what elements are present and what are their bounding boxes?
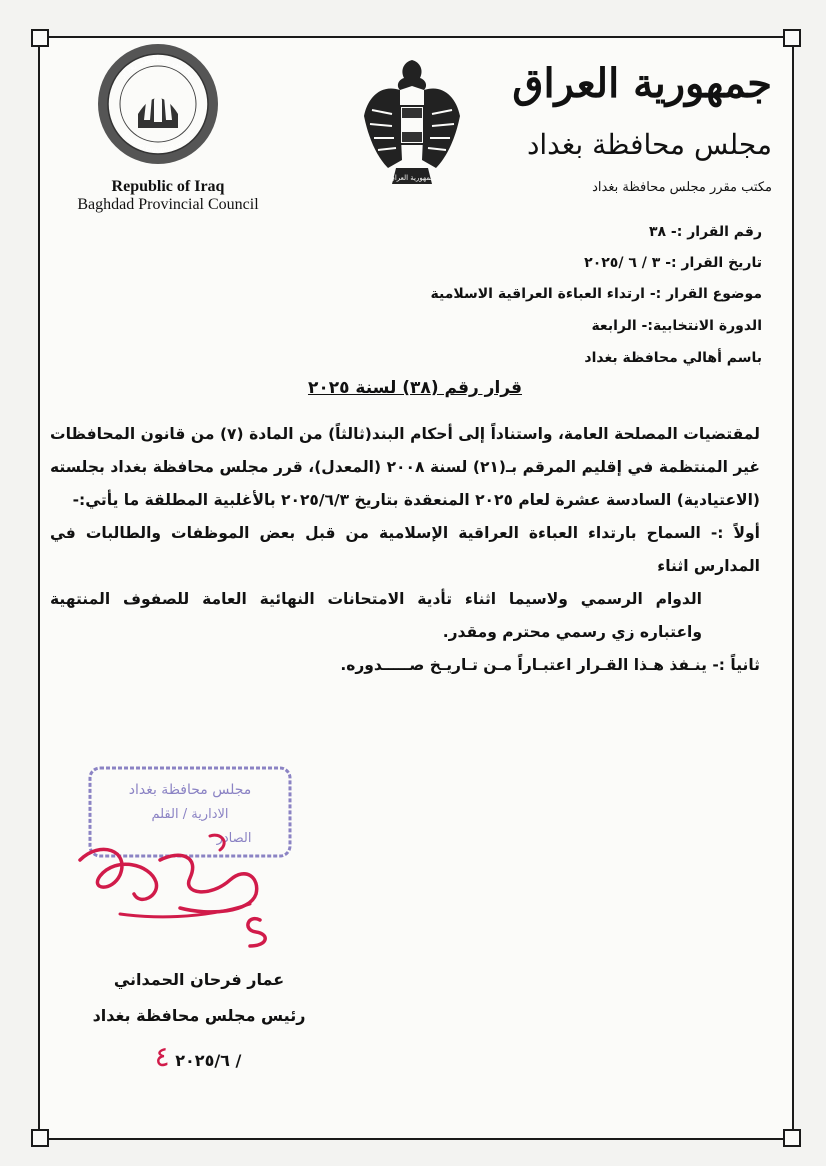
decision-title: قرار رقم (٣٨) لسنة ٢٠٢٥ (307, 378, 522, 398)
border-corner-ornament (783, 1129, 801, 1147)
signatory-position: رئيس مجلس محافظة بغداد (92, 1006, 306, 1025)
header-arabic (500, 58, 772, 200)
signatory-name: عمار فرحان الحمداني (113, 970, 285, 989)
header-ar-council: مجلس محافظة بغداد (526, 128, 772, 161)
handwritten-signature (60, 820, 280, 950)
border-corner-ornament (783, 29, 801, 47)
border-corner-ornament (31, 1129, 49, 1147)
meta-value: الرابعة (591, 318, 637, 334)
decision-body (50, 418, 760, 682)
seal-english-text: Baghdad Provincial council (120, 129, 196, 155)
meta-decision-number (342, 224, 762, 240)
body-item-1-rest: الدوام الرسمي ولاسيما اثناء تأدية الامتحانات النهائية العامة للصفوف المنتهية واعتباره زي رسمي محترم ومقدر. (50, 590, 702, 641)
emblem-caption: جمهورية العراق (389, 174, 435, 182)
signatory-block (80, 962, 318, 1034)
date-handwritten-day: ٤ (154, 1040, 170, 1073)
border-corner-ornament (31, 29, 49, 47)
meta-value: :- ٣ / ٦ /٢٠٢٥ (584, 255, 677, 271)
seal-arabic-text: مجلس محافظة بغداد (118, 54, 198, 82)
header-ar-office: مكتب مقرر مجلس محافظة بغداد (592, 180, 772, 195)
body-item-1-first: أولاً :- السماح بارتداء العباءة العراقية الإسلامية من قبل بعض الموظفات والطالبات في المدارس اثناء (50, 524, 760, 575)
stamp-line3: الصادر (216, 831, 252, 846)
stamp-line1: مجلس محافظة بغداد (128, 782, 252, 798)
meta-decision-date (342, 255, 762, 271)
stamp-line2: الادارية / القلم (151, 807, 229, 822)
meta-label: موضوع القرار (666, 286, 762, 302)
meta-label: رقم القرار (687, 224, 762, 240)
meta-session (342, 318, 762, 334)
meta-label: الدورة الانتخابية:- (641, 318, 762, 334)
body-item-2: ثانياً :- ينـفذ هـذا القـرار اعتبـاراً مـن تـاريـخ صـــــدوره. (340, 656, 760, 674)
meta-subject (342, 286, 762, 302)
header-en-line2: Baghdad Provincial Council (77, 196, 259, 213)
meta-value: :- ٣٨ (648, 224, 683, 240)
council-seal-logo (96, 42, 220, 166)
iraq-eagle-emblem (362, 56, 462, 196)
header-ar-republic: جمهورية العراق (512, 60, 772, 107)
date-printed: / ٢٠٢٥/٦ (175, 1051, 242, 1070)
header-english (56, 178, 280, 214)
meta-opening: باسم أهالي محافظة بغداد (584, 350, 762, 366)
meta-value: :- ارتداء العباءة العراقية الاسلامية (430, 286, 662, 302)
signature-date (118, 1040, 278, 1073)
body-paragraph: لمقتضيات المصلحة العامة، واستناداً إلى أحكام البند(ثالثاً) من المادة (٧) من قانون المحافظات غير المنتظمة في إقليم المرقم بـ(٢١) لسنة ٢٠٠٨ (المعدل)، قرر مجلس محافظة بغداد بجلسته (الاعتيادية) السادسة عشرة لعام ٢٠٢٥ المنعقدة بتاريخ ٢٠٢٥/٦/٣ بالأغلبية المطلقة ما يأتي:- (50, 425, 760, 509)
meta-label: تاريخ القرار (681, 255, 762, 271)
header-en-line1: Republic of Iraq (111, 178, 225, 195)
